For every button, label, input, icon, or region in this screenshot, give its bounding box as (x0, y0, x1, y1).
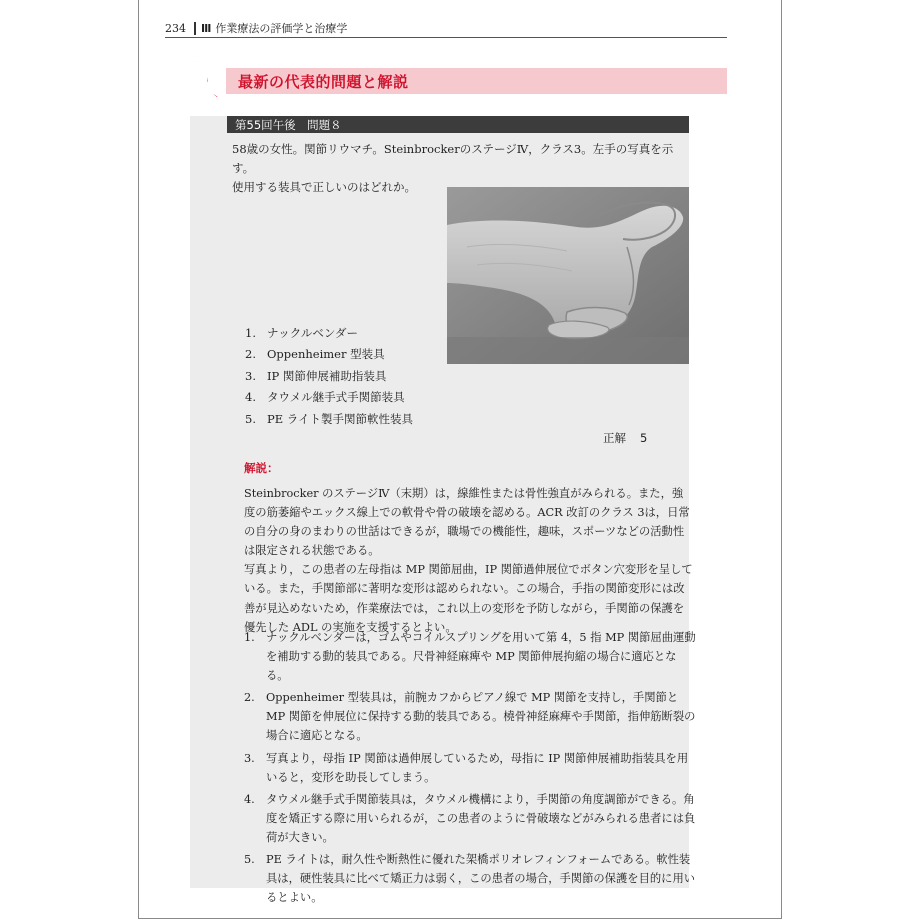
choice-item: 4. タウメル継手式手関節装具 (245, 390, 405, 405)
running-header (165, 18, 725, 38)
choice-item: 1. ナックルベンダー (245, 325, 358, 340)
question-text-line2: 使用する装具で正しいのはどれか。 (232, 180, 416, 194)
svg-text:人: 人 (196, 74, 220, 100)
answer (603, 430, 661, 446)
explanation-list (244, 628, 696, 910)
explanation-item: 3. 写真より，母指 IP 関節は過伸展しているため，母指に IP 関節伸展補助指装具を用いると，変形を助長してしまう。 (244, 751, 689, 784)
explanation-body (244, 484, 693, 637)
hand-photo (447, 187, 689, 364)
page-number: 234 (165, 21, 186, 35)
explanation-paragraph: 写真より，この患者の左母指は MP 関節屈曲，IP 関節過伸展位でボタン穴変形を呈している。また，手関節部に著明な変形は認められない。この場合，手指の関節変形には改善が見込めないため，作業療法では，これ以上の変形を予防しながら，手関節の保護を優先した ADL の実施を支援するとよい。 (244, 563, 693, 634)
header-separator (194, 22, 196, 35)
choice-list (245, 322, 445, 430)
explanation-item: 2. Oppenheimer 型装具は，前腕カフからピアノ線で MP 関節を支持し，手関節と MP 関節を伸展位に保持する動的装具である。橈骨神経麻痺や手関節，指伸筋断裂の場合に適応となる。 (244, 691, 696, 743)
section-title: 最新の代表的問題と解説 (238, 72, 409, 91)
choice-item: 5. PE ライト製手関節軟性装具 (245, 411, 413, 426)
header-rule (165, 37, 727, 38)
answer-label: 正解 (603, 431, 626, 445)
explanation-item: 4. タウメル継手式手関節装具は，タウメル機構により，手関節の角度調節ができる。角度を矯正する際に用いられるが，この患者のように骨破壊などがみられる患者には負荷が大きい。 (244, 792, 696, 844)
chapter-title: 作業療法の評価学と治療学 (215, 22, 348, 35)
choice-item: 3. IP 関節伸展補助指装具 (245, 368, 387, 383)
question-text-line1: 58歳の女性。関節リウマチ。SteinbrockerのステージⅣ，クラス3。左手の写真を示す。 (232, 142, 674, 175)
question-label: 第55回午後 問題８ (227, 116, 689, 133)
chapter-number: Ⅲ (201, 21, 212, 35)
answer-value: 5 (640, 431, 648, 445)
explanation-item: 5. PE ライトは，耐久性や断熱性に優れた架橋ポリオレフィンフォームである。軟性装具は，硬性装具に比べて矯正力は弱く，この患者の場合，手関節の保護を目的に用いるとよい。 (244, 853, 696, 905)
explanation-item: 1. ナックルベンダーは，ゴムやコイルスプリングを用いて第 4，5 指 MP 関節屈曲運動を補助する動的装具である。尺骨神経麻痺や MP 関節伸展拘縮の場合に適応となる。 (244, 631, 696, 683)
choice-item: 2. Oppenheimer 型装具 (245, 347, 385, 362)
explanation-paragraph: Steinbrocker のステージⅣ（末期）は，線維性または骨性強直がみられる。また，強度の筋萎縮やエックス線上での軟骨や骨の破壊を認める。ACR 改訂のクラス 3は，日常の自分の身のまわりの世話はできるが，職場での機能性，趣味，スポーツなどの活動性は限定される状態である。 (244, 487, 690, 558)
section-title-bar (226, 68, 727, 94)
svg-text:達: 達 (186, 53, 209, 78)
explanation-heading: 解説： (244, 461, 279, 475)
